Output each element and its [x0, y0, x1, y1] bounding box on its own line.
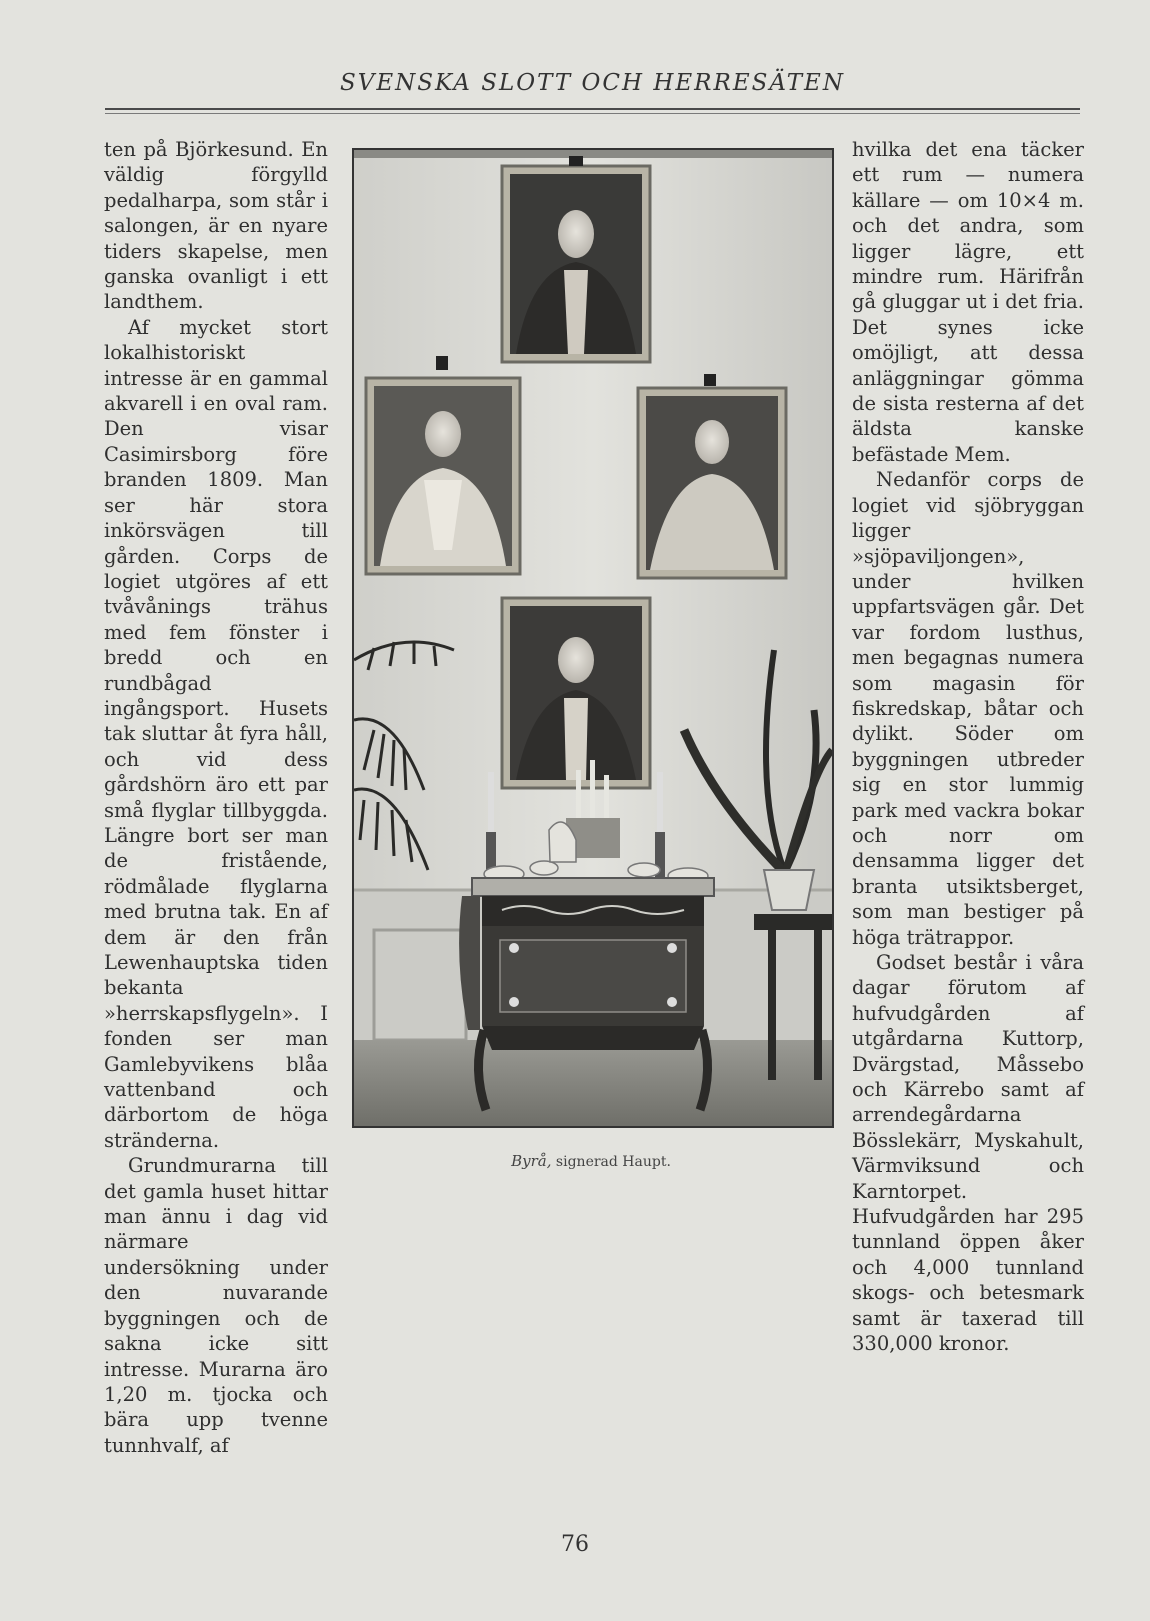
caption-title: Byrå, — [511, 1152, 552, 1170]
right-paragraph-2: Nedanför corps de logiet vid sjöbryggan ligger »sjöpaviljongen», under hvilken uppfartsvägen går. Det var fordom lusthus, men begagnas numera som magasin för fiskredskap, båtar och dylikt. Söder om byggningen utbreder sig en stor lummig park med vackra bokar och norr om densamma ligger det branta utsiktsberget, som man bestiger på höga trätrappor. — [852, 468, 1084, 949]
photo-illustration — [354, 150, 832, 1126]
right-paragraph-1: hvilka det ena täcker ett rum — numera källare — om 10×4 m. och det andra, som ligger lägre, ett mindre rum. Härifrån gå gluggar ut i det fria. Det synes icke omöjligt, att dessa anläggningar gömma de sista resterna af det äldsta kanske befästade Mem. — [852, 138, 1084, 466]
portrait-bottom — [502, 598, 650, 788]
right-paragraph-3: Godset består i våra dagar förutom af hufvudgården af utgårdarna Kuttorp, Dvärgstad, Måssebo och Kärrebo samt af arrendegårdarna Bösslekärr, Myskahult, Värmviksund och Karntorpet. Hufvudgården har 295 tunnland öppen åker och 4,000 tunnland skogs- och betesmark samt är taxerad till 330,000 kronor. — [852, 951, 1084, 1356]
left-text-column — [104, 137, 328, 1458]
caption-attribution: signerad Haupt. — [555, 1154, 671, 1170]
figure-caption — [352, 1152, 830, 1170]
portrait-left — [366, 356, 520, 574]
interior-photograph — [352, 148, 834, 1128]
header-rule — [105, 108, 1080, 114]
left-paragraph-3: Grundmurarna till det gamla huset hittar man ännu i dag vid närmare undersökning under den nuvarande byggningen och de sakna icke sitt intresse. Murarna äro 1,20 m. tjocka och bära upp tvenne tunnhvalf, af — [104, 1154, 328, 1457]
left-paragraph-1: ten på Björkesund. En väldig förgylld pedalharpa, som står i salongen, är en nyare tiders skapelse, men ganska ovanligt i ett landthem. — [104, 138, 328, 314]
page-number: 76 — [561, 1532, 589, 1557]
left-paragraph-2: Af mycket stort lokalhistoriskt intresse är en gammal akvarell i en oval ram. Den visar Casimirsborg före branden 1809. Man ser här stora inkörsvägen till gården. Corps de logiet utgöres af ett tvåvånings trähus med fem fönster i bredd och en rundbågad ingångsport. Husets tak sluttar åt fyra håll, och vid dess gårdshörn äro ett par små flyglar tillbyggda. Längre bort ser man de fristående, rödmålade flyglarna med brutna tak. En af dem är den från Lewenhauptska tiden bekanta »herrskapsflygeln». I fonden ser man Gamlebyvikens blåa vattenband och därbortom de höga stränderna. — [104, 315, 328, 1152]
portrait-right — [638, 374, 786, 578]
running-head: SVENSKA SLOTT OCH HERRESÄTEN — [340, 70, 845, 96]
portrait-top — [502, 156, 650, 362]
right-text-column — [852, 137, 1084, 1357]
